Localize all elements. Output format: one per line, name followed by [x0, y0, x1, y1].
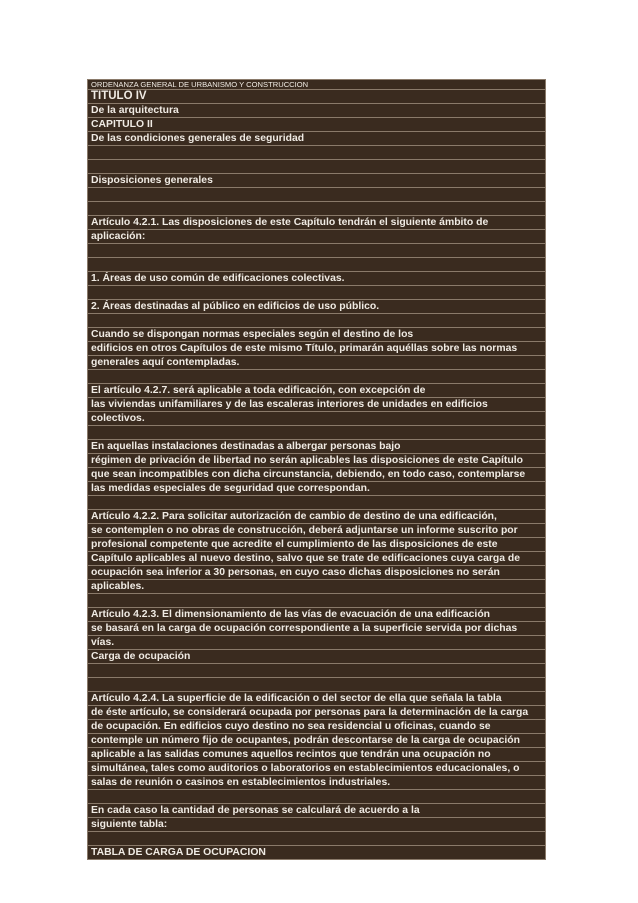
spacer-row — [88, 146, 545, 160]
spacer-row — [88, 664, 545, 678]
spacer-row — [88, 244, 545, 258]
article-4-2-7-line: colectivos. — [88, 412, 545, 426]
instalaciones-line: que sean incompatibles con dicha circunstancia, debiendo, en todo caso, contemplarse — [88, 468, 545, 482]
article-4-2-4-line: de ocupación. En edificios cuyo destino no sea residencial u oficinas, cuando se — [88, 720, 545, 734]
instalaciones-line: las medidas especiales de seguridad que correspondan. — [88, 482, 545, 496]
article-4-2-4-line: Artículo 4.2.4. La superficie de la edificación o del sector de ella que señala la tabla — [88, 692, 545, 706]
disposiciones-heading: Disposiciones generales — [88, 174, 545, 188]
article-4-2-3-line: Artículo 4.2.3. El dimensionamiento de las vías de evacuación de una edificación — [88, 608, 545, 622]
article-4-2-2-line: profesional competente que acredite el cumplimiento de las disposiciones de este — [88, 538, 545, 552]
article-4-2-2-line: Capítulo aplicables al nuevo destino, salvo que se trate de edificaciones cuya carga de — [88, 552, 545, 566]
article-4-2-4-line: de éste artículo, se considerará ocupada por personas para la determinación de la carga — [88, 706, 545, 720]
article-4-2-4-line: contemple un número fijo de ocupantes, podrán descontarse de la carga de ocupación — [88, 734, 545, 748]
article-4-2-7-line: las viviendas unifamiliares y de las escaleras interiores de unidades en edificios — [88, 398, 545, 412]
spacer-row — [88, 496, 545, 510]
article-4-2-1-line: aplicación: — [88, 230, 545, 244]
article-4-2-2-line: aplicables. — [88, 580, 545, 594]
capitulo-heading: CAPITULO II — [88, 118, 545, 132]
spacer-row — [88, 160, 545, 174]
tabla-heading: TABLA DE CARGA DE OCUPACION — [88, 846, 545, 860]
article-4-2-4-line: salas de reunión o casinos en establecimientos industriales. — [88, 776, 545, 790]
list-item-1: 1. Áreas de uso común de edificaciones colectivas. — [88, 272, 545, 286]
carga-ocupacion-heading: Carga de ocupación — [88, 650, 545, 664]
article-4-2-2-line: ocupación sea inferior a 30 personas, en cuyo caso dichas disposiciones no serán — [88, 566, 545, 580]
spacer-row — [88, 790, 545, 804]
running-header: ORDENANZA GENERAL DE URBANISMO Y CONSTRUCCION — [88, 80, 545, 90]
spacer-row — [88, 286, 545, 300]
spacer-row — [88, 426, 545, 440]
normas-especiales-line: edificios en otros Capítulos de este mismo Título, primarán aquéllas sobre las normas — [88, 342, 545, 356]
document-table — [87, 79, 546, 860]
article-4-2-3-line: se basará en la carga de ocupación correspondiente a la superficie servida por dichas — [88, 622, 545, 636]
cada-caso-line: En cada caso la cantidad de personas se calculará de acuerdo a la — [88, 804, 545, 818]
spacer-row — [88, 832, 545, 846]
capitulo-subheading: De las condiciones generales de seguridad — [88, 132, 545, 146]
article-4-2-7-line: El artículo 4.2.7. será aplicable a toda edificación, con excepción de — [88, 384, 545, 398]
instalaciones-line: En aquellas instalaciones destinadas a albergar personas bajo — [88, 440, 545, 454]
article-4-2-2-line: se contemplen o no obras de construcción, deberá adjuntarse un informe suscrito por — [88, 524, 545, 538]
list-item-2: 2. Áreas destinadas al público en edificios de uso público. — [88, 300, 545, 314]
spacer-row — [88, 188, 545, 202]
normas-especiales-line: generales aquí contempladas. — [88, 356, 545, 370]
article-4-2-4-line: simultánea, tales como auditorios o laboratorios en establecimientos educacionales, o — [88, 762, 545, 776]
spacer-row — [88, 594, 545, 608]
spacer-row — [88, 314, 545, 328]
instalaciones-line: régimen de privación de libertad no serán aplicables las disposiciones de este Capítulo — [88, 454, 545, 468]
article-4-2-4-line: aplicable a las salidas comunes aquellos recintos que tendrán una ocupación no — [88, 748, 545, 762]
article-4-2-2-line: Artículo 4.2.2. Para solicitar autorización de cambio de destino de una edificación, — [88, 510, 545, 524]
spacer-row — [88, 678, 545, 692]
titulo-subheading: De la arquitectura — [88, 104, 545, 118]
titulo-heading: TITULO IV — [88, 90, 545, 104]
normas-especiales-line: Cuando se dispongan normas especiales según el destino de los — [88, 328, 545, 342]
article-4-2-3-line: vías. — [88, 636, 545, 650]
cada-caso-line: siguiente tabla: — [88, 818, 545, 832]
spacer-row — [88, 370, 545, 384]
article-4-2-1-line: Artículo 4.2.1. Las disposiciones de este Capítulo tendrán el siguiente ámbito de — [88, 216, 545, 230]
spacer-row — [88, 258, 545, 272]
spacer-row — [88, 202, 545, 216]
